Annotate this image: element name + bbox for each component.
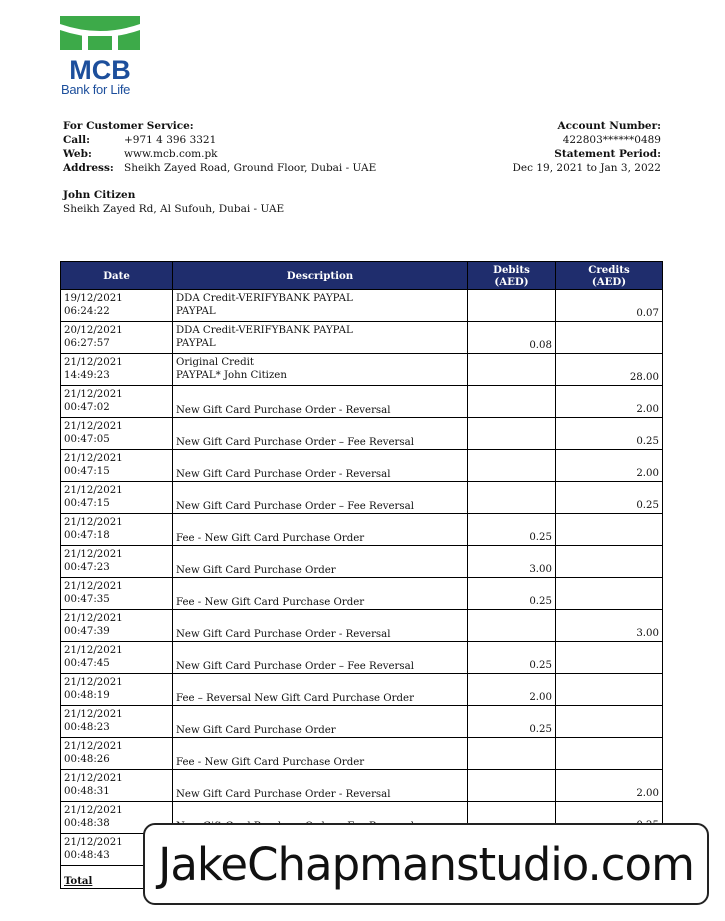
row-debit: 0.25	[468, 642, 556, 674]
row-date: 21/12/2021 00:48:43	[61, 834, 173, 866]
row-description: New Gift Card Purchase Order - Reversal	[173, 450, 468, 482]
row-description: Original Credit PAYPAL* John Citizen	[173, 354, 468, 386]
row-description: DDA Credit-VERIFYBANK PAYPAL PAYPAL	[173, 290, 468, 322]
row-credit	[556, 578, 663, 610]
table-row	[61, 418, 663, 450]
row-credit	[556, 642, 663, 674]
total-label: Total	[61, 866, 173, 889]
row-description: New Gift Card Purchase Order – Fee Reversal	[173, 642, 468, 674]
row-date: 21/12/2021 00:47:35	[61, 578, 173, 610]
bank-tagline: Bank for Life	[61, 82, 131, 97]
row-date: 21/12/2021 00:47:45	[61, 642, 173, 674]
row-credit: 2.00	[556, 386, 663, 418]
row-credit: 28.00	[556, 354, 663, 386]
row-date: 21/12/2021 00:48:23	[61, 706, 173, 738]
table-row	[61, 738, 663, 770]
table-header-row	[61, 262, 663, 290]
header-description: Description	[173, 262, 468, 290]
customer-block	[63, 188, 284, 216]
table-row	[61, 770, 663, 802]
table-row	[61, 290, 663, 322]
row-description: New Gift Card Purchase Order - Reversal	[173, 610, 468, 642]
row-credit: 2.00	[556, 770, 663, 802]
row-credit	[556, 738, 663, 770]
transactions-table	[60, 261, 663, 889]
table-row	[61, 514, 663, 546]
row-credit	[556, 674, 663, 706]
table-row	[61, 354, 663, 386]
table-row	[61, 642, 663, 674]
row-date: 21/12/2021 00:47:39	[61, 610, 173, 642]
row-date: 20/12/2021 06:27:57	[61, 322, 173, 354]
watermark: JakeChapmanstudio.com	[143, 823, 709, 905]
statement-period-value: Dec 19, 2021 to Jan 3, 2022	[512, 162, 661, 174]
statement-period-label: Statement Period:	[554, 148, 661, 160]
row-debit	[468, 770, 556, 802]
table-row	[61, 322, 663, 354]
row-credit: 3.00	[556, 610, 663, 642]
row-credit	[556, 546, 663, 578]
web-value: www.mcb.com.pk	[124, 148, 218, 160]
row-credit: 0.07	[556, 290, 663, 322]
customer-service-heading: For Customer Service:	[63, 120, 194, 132]
row-description: Fee – Reversal New Gift Card Purchase Order	[173, 674, 468, 706]
row-debit	[468, 290, 556, 322]
row-debit	[468, 610, 556, 642]
row-debit: 2.00	[468, 674, 556, 706]
web-label: Web:	[63, 148, 92, 160]
table-row	[61, 546, 663, 578]
row-date: 21/12/2021 00:47:23	[61, 546, 173, 578]
table-row	[61, 610, 663, 642]
row-date: 21/12/2021 00:47:15	[61, 482, 173, 514]
logo-text: MCB	[69, 55, 131, 85]
row-description: New Gift Card Purchase Order – Fee Reversal	[173, 482, 468, 514]
row-debit	[468, 354, 556, 386]
row-debit: 0.25	[468, 706, 556, 738]
row-debit	[468, 738, 556, 770]
header-debits: Debits (AED)	[468, 262, 556, 290]
address-label: Address:	[63, 162, 114, 174]
account-number-label: Account Number:	[557, 120, 661, 132]
row-description: DDA Credit-VERIFYBANK PAYPAL PAYPAL	[173, 322, 468, 354]
row-date: 21/12/2021 00:48:31	[61, 770, 173, 802]
row-date: 21/12/2021 00:47:05	[61, 418, 173, 450]
customer-name: John Citizen	[63, 189, 136, 201]
customer-service-block	[63, 119, 376, 175]
row-debit	[468, 386, 556, 418]
address-value: Sheikh Zayed Road, Ground Floor, Dubai - UAE	[124, 162, 377, 174]
row-date: 21/12/2021 00:47:15	[61, 450, 173, 482]
row-description: New Gift Card Purchase Order – Fee Reversal	[173, 418, 468, 450]
row-description: New Gift Card Purchase Order - Reversal	[173, 386, 468, 418]
table-row	[61, 578, 663, 610]
row-description: Fee - New Gift Card Purchase Order	[173, 578, 468, 610]
transactions-body	[61, 290, 663, 889]
row-date: 21/12/2021 00:48:26	[61, 738, 173, 770]
table-row	[61, 386, 663, 418]
call-value: +971 4 396 3321	[124, 134, 217, 146]
row-description: New Gift Card Purchase Order	[173, 546, 468, 578]
table-row	[61, 674, 663, 706]
row-debit	[468, 450, 556, 482]
row-credit	[556, 706, 663, 738]
row-debit: 3.00	[468, 546, 556, 578]
account-number-value: 422803******0489	[562, 134, 661, 146]
row-credit	[556, 514, 663, 546]
call-label: Call:	[63, 134, 91, 146]
row-credit: 2.00	[556, 450, 663, 482]
row-date: 21/12/2021 00:47:02	[61, 386, 173, 418]
table-row	[61, 706, 663, 738]
row-date: 21/12/2021 14:49:23	[61, 354, 173, 386]
row-credit: 0.25	[556, 482, 663, 514]
row-description: New Gift Card Purchase Order - Reversal	[173, 770, 468, 802]
customer-address: Sheikh Zayed Rd, Al Sufouh, Dubai - UAE	[63, 203, 285, 215]
row-description: Fee - New Gift Card Purchase Order	[173, 514, 468, 546]
row-description: New Gift Card Purchase Order	[173, 706, 468, 738]
row-debit: 0.25	[468, 514, 556, 546]
row-date: 21/12/2021 00:48:38	[61, 802, 173, 834]
row-date: 19/12/2021 06:24:22	[61, 290, 173, 322]
row-date: 21/12/2021 00:48:19	[61, 674, 173, 706]
row-credit	[556, 322, 663, 354]
table-row	[61, 482, 663, 514]
header-credits: Credits (AED)	[556, 262, 663, 290]
row-date: 21/12/2021 00:47:18	[61, 514, 173, 546]
row-debit: 0.08	[468, 322, 556, 354]
row-debit	[468, 482, 556, 514]
account-info-block	[513, 119, 661, 175]
row-debit: 0.25	[468, 578, 556, 610]
row-debit	[468, 418, 556, 450]
header-date: Date	[61, 262, 173, 290]
row-credit: 0.25	[556, 418, 663, 450]
row-description: Fee - New Gift Card Purchase Order	[173, 738, 468, 770]
table-row	[61, 450, 663, 482]
